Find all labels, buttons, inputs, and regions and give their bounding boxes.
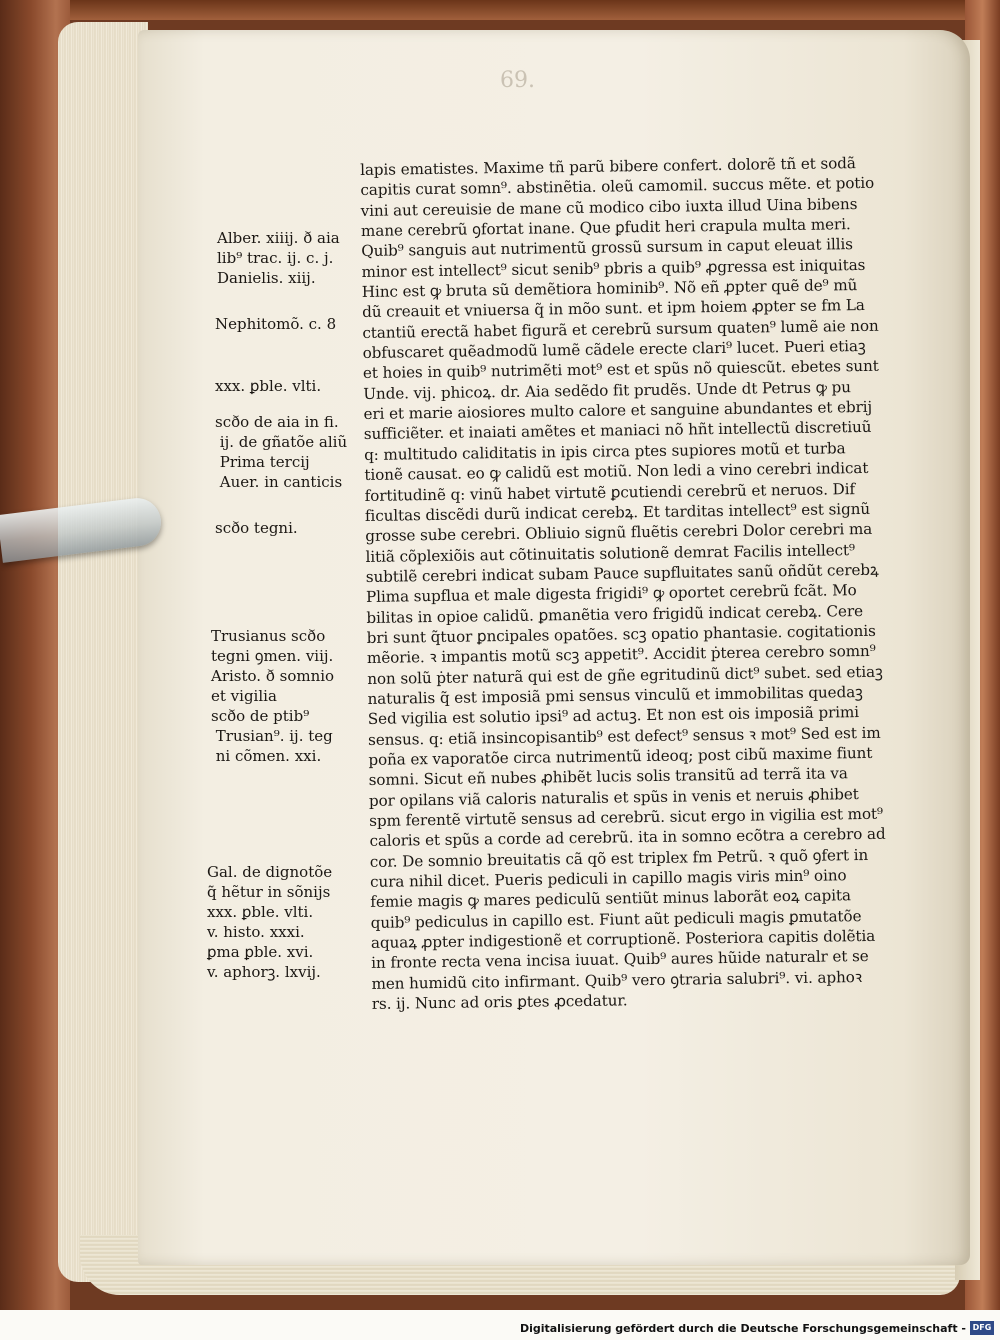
text-line: somni. Sicut eñ nubes ꝓhibẽt lucis solis transitũ ad terrã ita va <box>368 764 848 790</box>
text-line: Unde. vij. phicoꝝ. dr. Aia sedẽdo fit prudẽs. Unde dt Petrus ꝙ pu <box>363 377 852 403</box>
text-line: obfuscaret quẽadmodũ lumẽ cãdele erecte clari⁹ lucet. Pueri etiaꝫ <box>362 337 866 363</box>
text-line: femie magis ꝙ mares pediculũ sentiũt minus laborãt eoꝝ capita <box>370 886 852 912</box>
text-line: ctantiũ erectã habet figurã et cerebrũ sursum quaten⁹ lumẽ aie non <box>362 316 879 342</box>
text-line: litiã cõplexiõis aut cõtinuitatis solutionẽ demrat Facilis intellect⁹ <box>365 540 856 566</box>
text-line: naturalis q̃ est imposiã pmi sensus vinculũ et immobilitas quedaꝫ <box>367 682 863 708</box>
text-line: spm ferentẽ virtutẽ sensus ad cerebrũ. sicut ergo in vigilia est mot⁹ <box>369 804 884 830</box>
margin-note-3: xxx. ꝑble. vlti. <box>215 377 322 395</box>
page-edges <box>58 22 148 1282</box>
text-line: vini aut cereuisie de mane cũ modico cibo iuxta illud Uina bibens <box>360 194 858 220</box>
margin-note-1: Alber. xiiij. ð aia lib⁹ trac. ij. c. j. Danielis. xiij. <box>217 229 340 287</box>
funding-credit: Digitalisierung gefördert durch die Deutsche Forschungsgemeinschaft - <box>519 1322 966 1335</box>
text-line: sufficiẽter. et inaiati amẽtes et maniaci nõ hñt intellectũ discretiuũ <box>363 418 872 444</box>
text-line: poña ex vaporatõe circa nutrimentũ ideoq; post cibũ maxime fiunt <box>368 743 873 769</box>
dfg-logo-icon: DFG <box>970 1321 994 1335</box>
binding-top <box>70 0 970 20</box>
text-line: aquaꝝ ꝓpter indigestionẽ et corruptionẽ. Posteriora capitis dolẽtia <box>370 926 876 952</box>
text-line: quib⁹ pediculus in capillo est. Fiunt aũt pediculi magis ꝑmutatõe <box>370 906 862 932</box>
text-line: minor est intellect⁹ sicut senib⁹ pbris a quib⁹ ꝓgressa est iniquitas <box>361 255 866 281</box>
text-line: mẽorie. ꝛ impantis motũ scꝫ appetit⁹. Accidit ṗterea cerebro somn⁹ <box>366 642 876 668</box>
text-line: capitis curat somn⁹. abstinẽtia. oleũ camomil. succus mẽte. et potio <box>360 174 875 200</box>
text-line: subtilẽ cerebri indicat subam Pauce supfluitates sanũ oñdũt cerebꝝ <box>365 560 879 586</box>
text-line: ficultas discẽdi durũ indicat cerebꝝ. Et tarditas intellect⁹ est signũ <box>364 499 871 525</box>
text-line: et hoies in quib⁹ nutrimẽti mot⁹ est et spũs nõ quiescũt. ebetes sunt <box>362 357 879 383</box>
text-line: sensus. q: etiã insincopisantib⁹ est defect⁹ sensus ꝛ mot⁹ Sed est im <box>367 723 881 749</box>
text-line: tionẽ causat. eo ꝙ calidũ est motiũ. Non ledi a vino cerebri indicat <box>364 459 869 485</box>
margin-note-4: scðo de aia in fi. ij. de gñatõe aliũ Prima tercij Auer. in canticis <box>215 413 348 491</box>
text-line: grosse sube cerebri. Obliuio signũ fluẽtis cerebri Dolor cerebri ma <box>365 520 873 546</box>
text-line: caloris et spũs a corde ad cerebrũ. ita in somno ecõtra a cerebro ad <box>369 825 886 851</box>
text-line: bri sunt q̃tuor ꝑncipales opatões. scꝫ opatio phantasie. cogitationis <box>366 621 876 647</box>
text-line: lapis ematistes. Maxime tñ parũ bibere confert. dolorẽ tñ et sodã <box>360 154 856 179</box>
text-line: dũ creauit et vniuersa q̃ in mõo sunt. et ipm hoiem ꝓpter se fm La <box>362 296 865 322</box>
margin-note-2: Nephitomõ. c. 8 <box>215 315 337 333</box>
text-line: in fronte recta vena incisa iuuat. Quib⁹ aures hũide naturalr et se <box>371 947 869 973</box>
text-line: fortitudinẽ q: vinũ habet virtutẽ ꝑcutiendi cerebrũ et neruos. Dif <box>364 479 856 505</box>
text-line: eri et marie aiosiores multo calore et sanguine abundantes et ebrij <box>363 398 873 424</box>
text-line: Sed vigilia est solutio ipsi⁹ ad actuꝫ. Et non est ois imposiã primi <box>367 703 860 729</box>
margin-note-7: Gal. de dignotõe q̃ hẽtur in sõnijs xxx. ꝑble. vlti. v. histo. xxxi. ꝑma ꝑble. xvi. v. aphorꝫ. lxvij. <box>207 863 333 981</box>
text-line: q: multitudo caliditatis in ipis circa ptes supiores motũ et turba <box>363 439 846 464</box>
text-line: por opilans viã caloris naturalis et spũs in venis et neruis ꝓhibet <box>368 784 859 810</box>
text-line: cor. De somnio breuitatis cã qõ est triplex fm Petrũ. ꝛ quõ ꝯfert in <box>369 845 869 871</box>
text-line: cura nihil dicet. Pueris pediculi in capillo magis viris min⁹ oino <box>369 866 847 891</box>
main-text-column <box>360 152 932 1014</box>
text-line: mane cerebrũ ꝯfortat inane. Que ꝑfudit heri crapula multa meri. <box>360 215 851 241</box>
text-line: non solũ ṗter naturã qui est de gñe egritudinũ dict⁹ subet. sed etiaꝫ <box>367 662 883 688</box>
folio-number: 69. <box>500 68 535 93</box>
text-line: bilitas in opioe calidũ. ꝑmanẽtia vero frigidũ indicat cerebꝝ. Cere <box>366 601 864 627</box>
text-line: rs. ij. Nunc ad oris ꝑtes ꝓcedatur. <box>371 991 628 1014</box>
text-line: men humidũ cito infirmant. Quib⁹ vero ꝯtraria salubri⁹. vi. aphoꝛ <box>371 967 862 993</box>
text-line: Quib⁹ sanguis aut nutrimentũ grossũ sursum in caput eleuat illis <box>361 235 853 261</box>
text-line: Hinc est ꝙ bruta sũ demẽtiora hominib⁹. Nõ eñ ꝓpter quẽ de⁹ mũ <box>361 276 858 302</box>
margin-note-5: scðo tegni. <box>215 519 298 537</box>
margin-note-6: Trusianus scðo tegni ꝯmen. viij. Aristo. ð somnio et vigilia scðo de ptib⁹ Trusian⁹. ij. teg ni cõmen. xxi. <box>211 627 335 765</box>
text-line: Plima supflua et male digesta frigidi⁹ ꝙ oportet cerebrũ fcãt. Mo <box>365 581 857 607</box>
